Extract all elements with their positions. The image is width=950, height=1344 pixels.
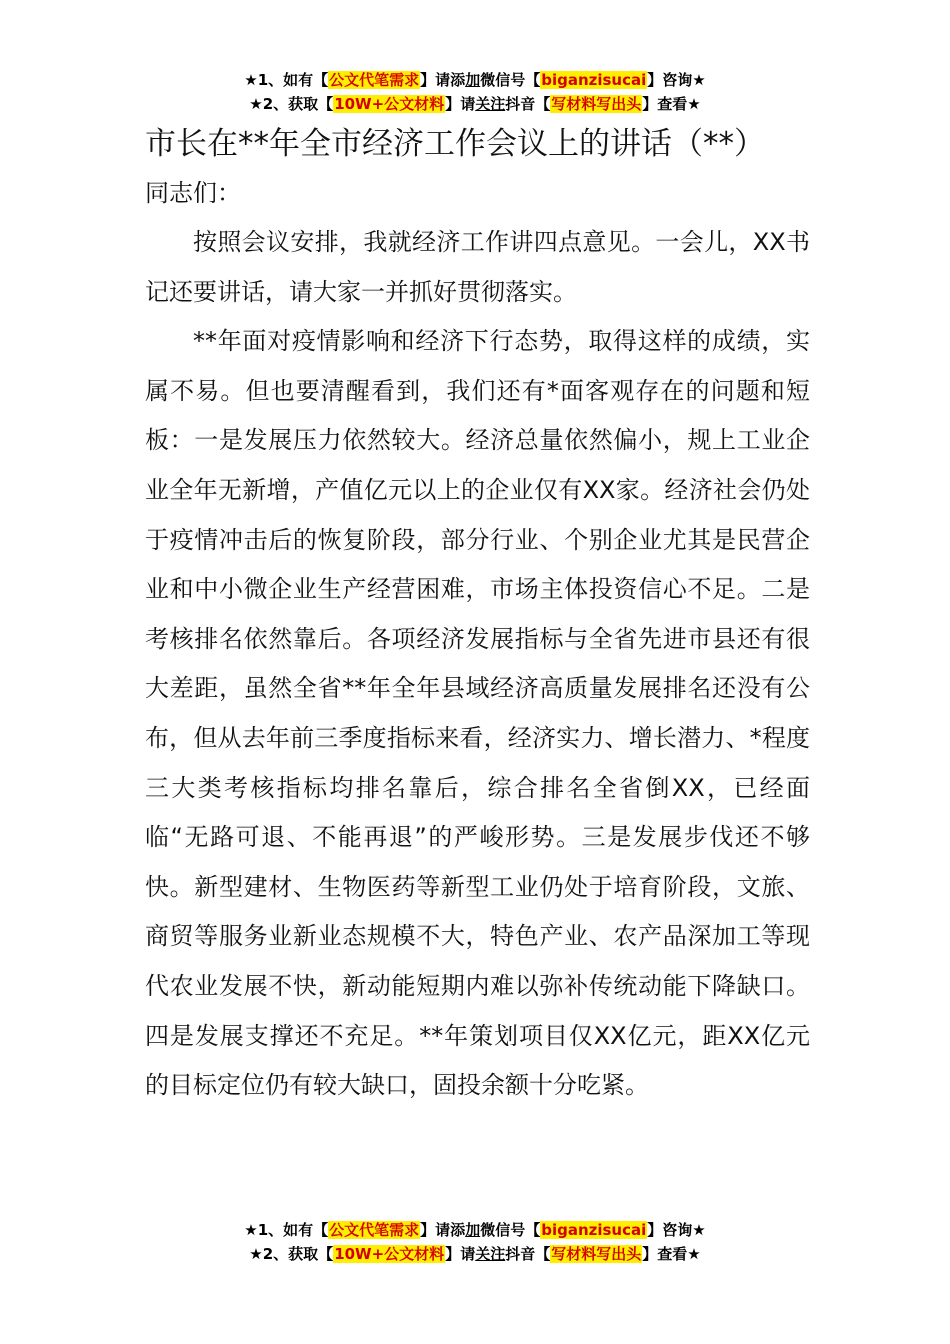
- promo-highlight-account: 写材料写出头: [551, 1245, 642, 1263]
- promo-text: 】请添: [420, 71, 466, 89]
- promo-text: 微信号【: [480, 1221, 541, 1239]
- promo-banner-top: [0, 68, 950, 116]
- promo-text: 】咨询★: [647, 1221, 706, 1239]
- promo-highlight-materials: 10W+公文材料: [334, 1245, 445, 1263]
- promo-underlined-text: 加: [465, 1221, 481, 1239]
- promo-text: ★2、获取【: [249, 1245, 334, 1263]
- promo-text: 】咨询★: [647, 71, 706, 89]
- promo-text: ★2、获取【: [249, 95, 334, 113]
- promo-highlight-materials: 10W+公文材料: [334, 95, 445, 113]
- promo-highlight-account: 写材料写出头: [551, 95, 642, 113]
- promo-highlight-service: 公文代笔需求: [329, 71, 420, 89]
- promo-text: 】查看★: [642, 95, 701, 113]
- promo-underlined-text: 关注: [475, 1245, 506, 1263]
- promo-text: ★1、如有【: [244, 71, 329, 89]
- document-body: [145, 122, 810, 1111]
- promo-text: 微信号【: [480, 71, 541, 89]
- promo-text: 】请: [445, 1245, 476, 1263]
- promo-text: 】请添: [420, 1221, 466, 1239]
- promo-underlined-text: 加: [465, 71, 481, 89]
- paragraph-2: **年面对疫情影响和经济下行态势，取得这样的成绩，实属不易。但也要清醒看到，我们还有*面客观存在的问题和短板：一是发展压力依然较大。经济总量依然偏小，规上工业企业全年无新增，产值亿元以上的企业仅有XX家。经济社会仍处于疫情冲击后的恢复阶段，部分行业、个别企业尤其是民营企业和中小微企业生产经营困难，市场主体投资信心不足。二是考核排名依然靠后。各项经济发展指标与全省先进市县还有很大差距，虽然全省**年全年县域经济高质量发展排名还没有公布，但从去年前三季度指标来看，经济实力、增长潜力、*程度三大类考核指标均排名靠后，综合排名全省倒XX，已经面临“无路可退、不能再退”的严峻形势。三是发展步伐还不够快。新型建材、生物医药等新型工业仍处于培育阶段，文旅、商贸等服务业新业态规模不大，特色产业、农产品深加工等现代农业发展不快，新动能短期内难以弥补传统动能下降缺口。四是发展支撑还不充足。**年策划项目仅XX亿元，距XX亿元的目标定位仍有较大缺口，固投余额十分吃紧。: [145, 327, 810, 1100]
- promo-banner-bottom: [0, 1218, 950, 1266]
- promo-line-1: [0, 68, 950, 92]
- document-title: 市长在**年全市经济工作会议上的讲话（**）: [145, 126, 765, 162]
- greeting: 同志们：: [145, 179, 241, 207]
- promo-text: 抖音【: [505, 95, 551, 113]
- promo-text: 抖音【: [505, 1245, 551, 1263]
- promo-text: ★1、如有【: [244, 1221, 329, 1239]
- promo-highlight-service: 公文代笔需求: [329, 1221, 420, 1239]
- promo-line-2: [0, 92, 950, 116]
- promo-highlight-wechat-id: biganzisucai: [541, 71, 647, 89]
- promo-highlight-wechat-id: biganzisucai: [541, 1221, 647, 1239]
- promo-line-2: [0, 1242, 950, 1266]
- paragraph-1: 按照会议安排，我就经济工作讲四点意见。一会儿，XX书记还要讲话，请大家一并抓好贯彻落实。: [145, 228, 810, 306]
- promo-line-1: [0, 1218, 950, 1242]
- promo-text: 】查看★: [642, 1245, 701, 1263]
- promo-underlined-text: 关注: [475, 95, 506, 113]
- promo-text: 】请: [445, 95, 476, 113]
